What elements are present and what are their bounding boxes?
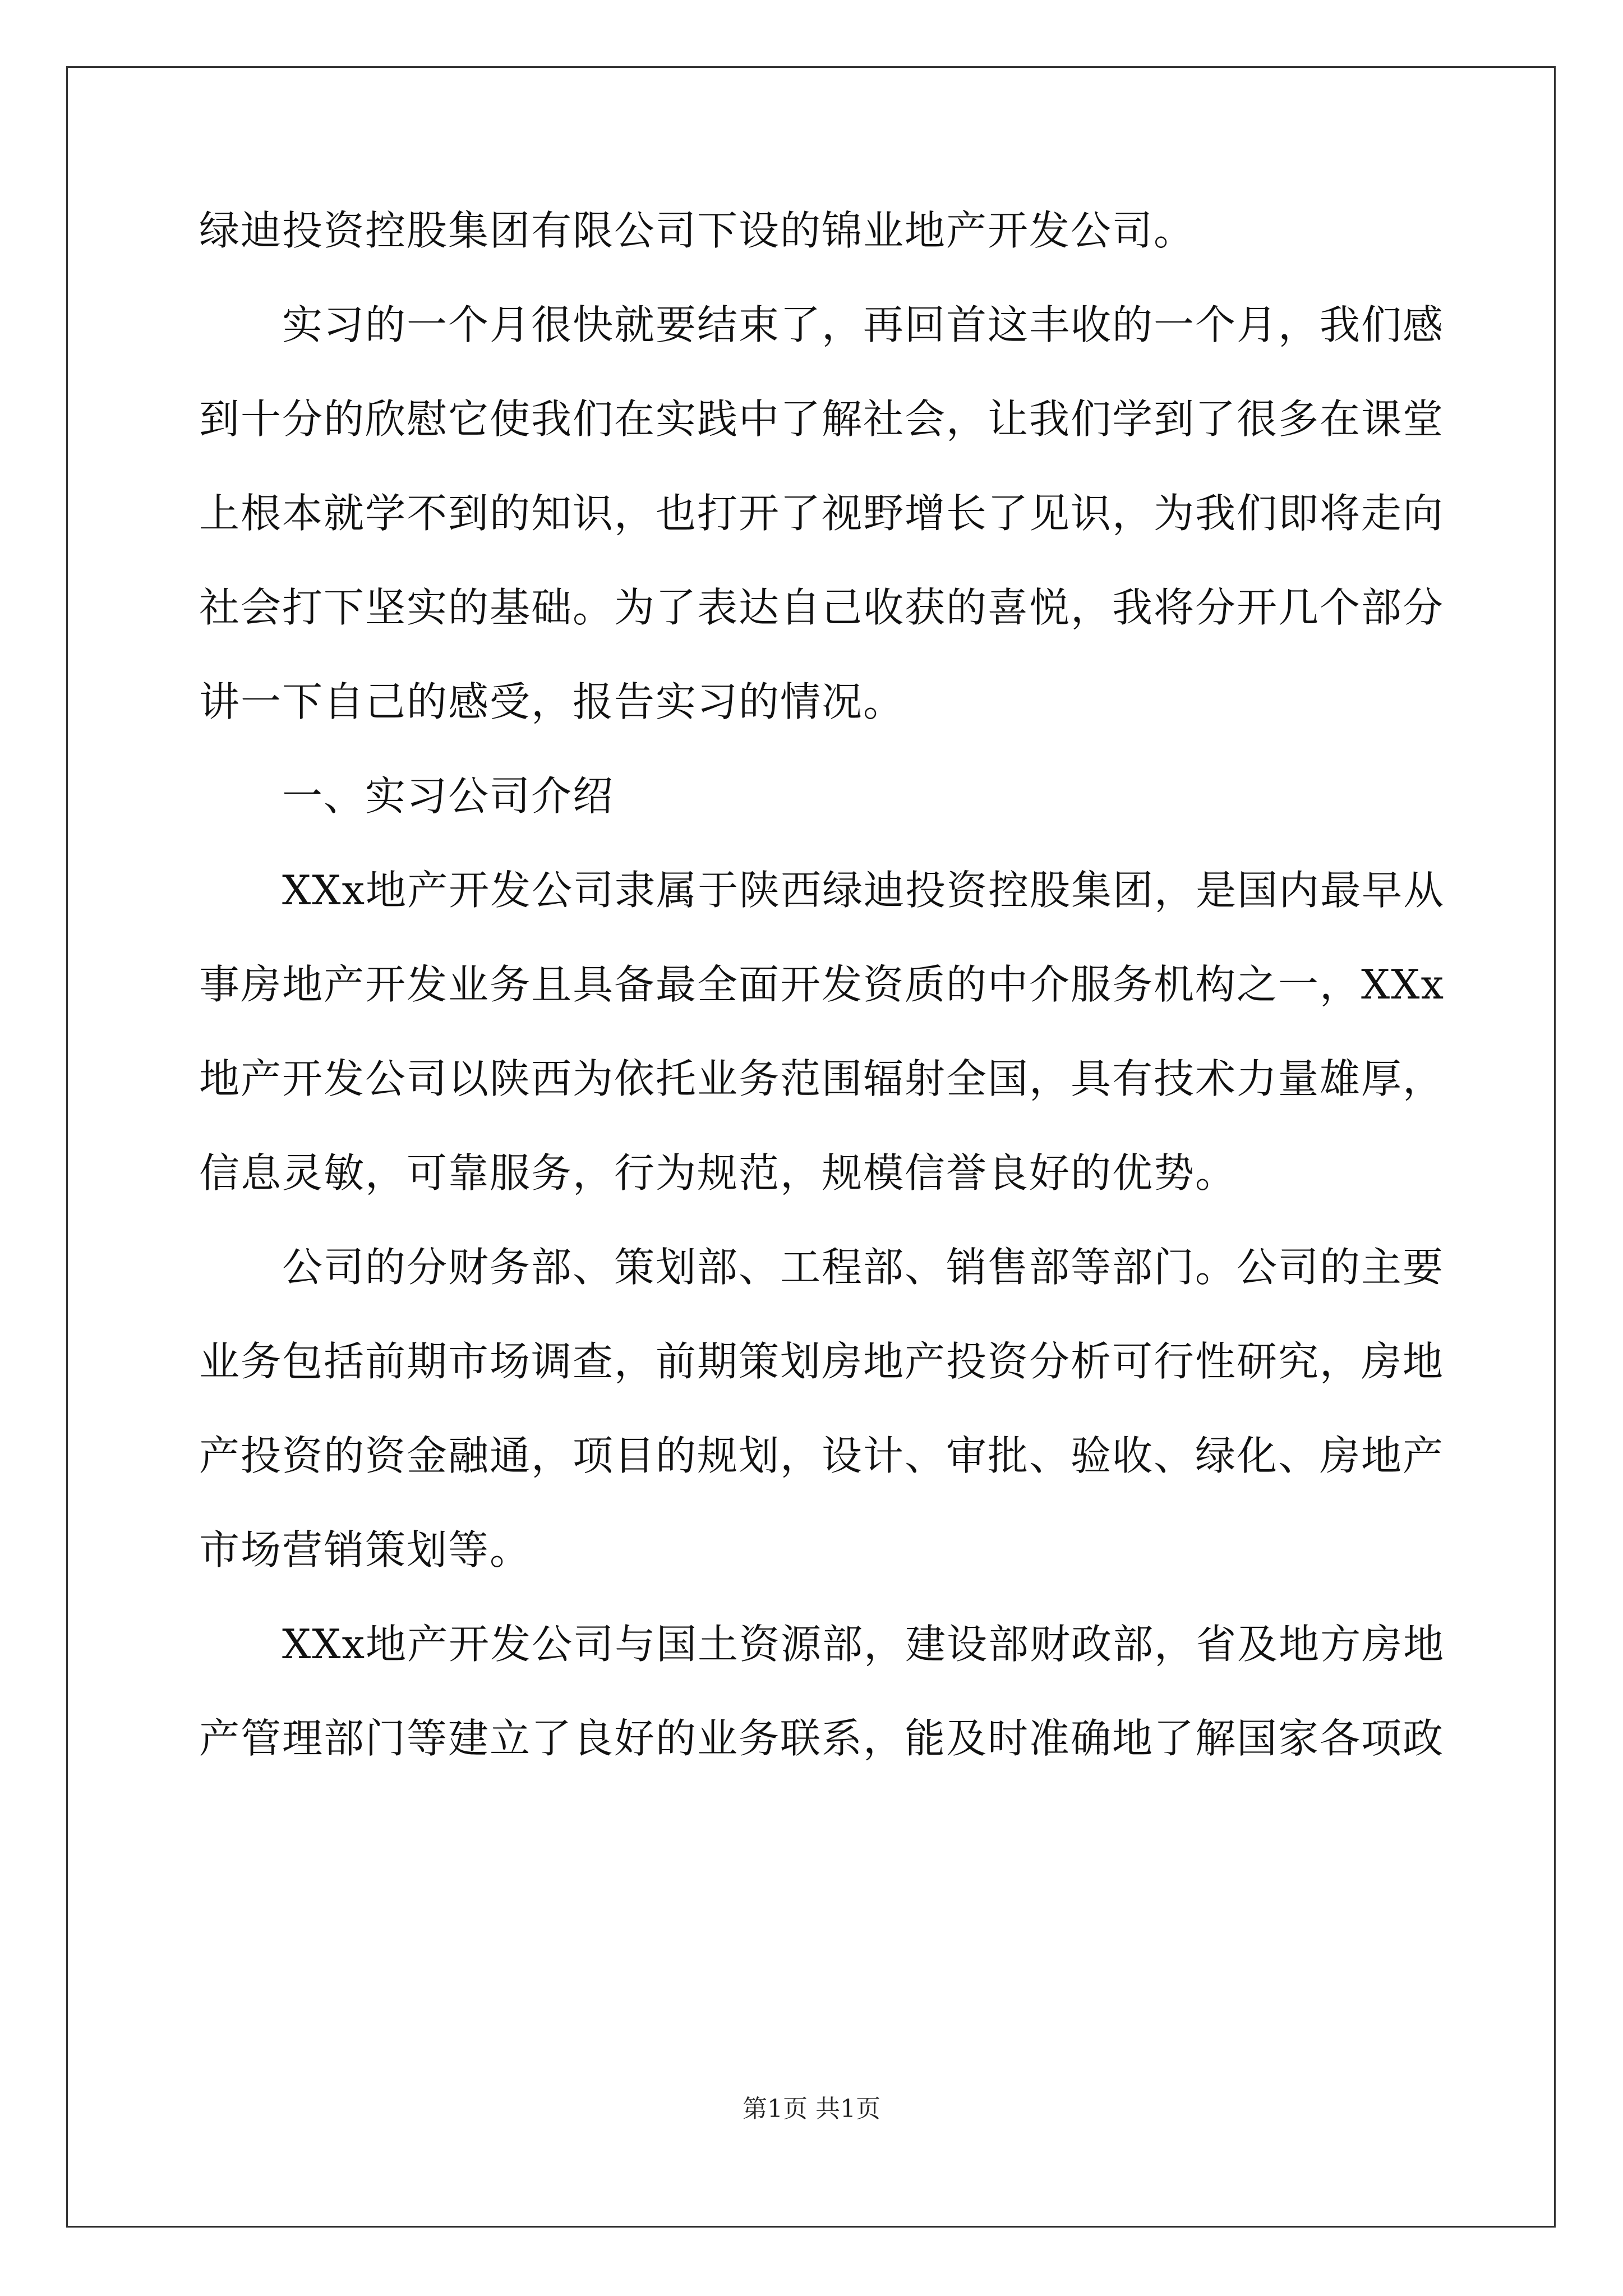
text-line: 上根本就学不到的知识，也打开了视野增长了见识，为我们即将走向 <box>199 490 1445 537</box>
text-line: 地产开发公司以陕西为依托业务范围辐射全国，具有技术力量雄厚， <box>199 1055 1445 1102</box>
text-line: 产管理部门等建立了良好的业务联系，能及时准确地了解国家各项政 <box>199 1715 1445 1762</box>
text-line: 公司的分财务部、策划部、工程部、销售部等部门。公司的主要 <box>282 1244 1445 1291</box>
text-line: 社会打下坚实的基础。为了表达自己收获的喜悦，我将分开几个部分 <box>199 584 1445 631</box>
section-heading: 一、实习公司介绍 <box>282 772 615 820</box>
text-line: 业务包括前期市场调查，前期策划房地产投资分析可行性研究，房地 <box>199 1338 1445 1385</box>
page-border <box>66 66 1556 2228</box>
text-line: 到十分的欣慰它使我们在实践中了解社会，让我们学到了很多在课堂 <box>199 395 1445 443</box>
text-line: 实习的一个月很快就要结束了，再回首这丰收的一个月，我们感 <box>282 301 1445 348</box>
text-line: 事房地产开发业务且具备最全面开发资质的中介服务机构之一，XXx <box>199 961 1445 1008</box>
text-line: 绿迪投资控股集团有限公司下设的锦业地产开发公司。 <box>199 207 1196 254</box>
text-line: XXx地产开发公司与国土资源部，建设部财政部，省及地方房地 <box>282 1621 1445 1668</box>
text-line: 信息灵敏，可靠服务，行为规范，规模信誉良好的优势。 <box>199 1149 1237 1197</box>
text-line: 市场营销策划等。 <box>199 1526 532 1573</box>
page-number-footer: 第1页 共1页 <box>743 2095 880 2123</box>
text-line: 产投资的资金融通，项目的规划，设计、审批、验收、绿化、房地产 <box>199 1432 1445 1479</box>
text-line: 讲一下自己的感受，报告实习的情况。 <box>199 678 905 725</box>
text-line: XXx地产开发公司隶属于陕西绿迪投资控股集团，是国内最早从 <box>282 867 1445 914</box>
